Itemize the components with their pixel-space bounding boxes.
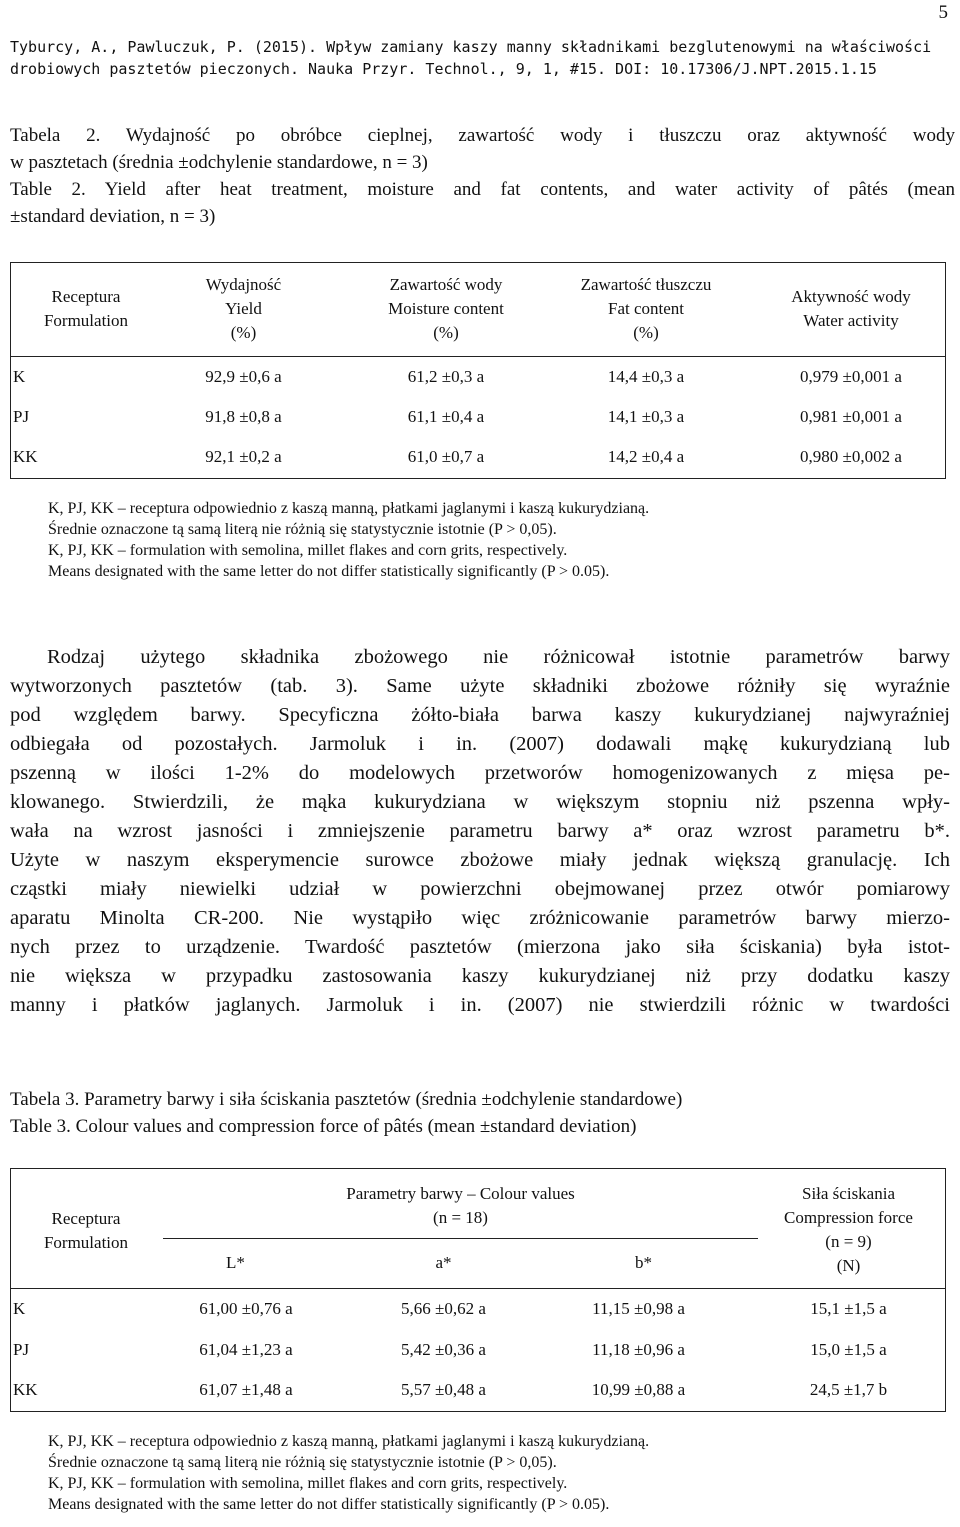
body-line-11: nych przez to urządzenie. Twardość pasztetów (mierzona jako siła ściskania) była istot- — [10, 936, 950, 958]
table3-header-rule — [11, 1288, 945, 1289]
table2 — [10, 262, 946, 479]
table3-row-kk-a: 5,57 ±0,48 a — [401, 1380, 486, 1399]
table3-header-colour: Parametry barwy – Colour values (n = 18) — [346, 1184, 575, 1227]
table2-caption-pl-1: Tabela 2. Wydajność po obróbce cieplnej, zawartość wody i tłuszczu oraz aktywność wody — [10, 125, 955, 146]
table2-row-kk-moisture: 61,0 ±0,7 a — [407, 447, 485, 466]
table3-colour-subrule — [163, 1238, 758, 1239]
table3-notes — [48, 1431, 948, 1515]
table3-row-kk-b: 10,99 ±0,88 a — [591, 1380, 686, 1399]
table2-caption-en-2: ±standard deviation, n = 3) — [10, 206, 216, 227]
table2-row-pj-moisture: 61,1 ±0,4 a — [407, 407, 485, 426]
citation-line-1: Tyburcy, A., Pawluczuk, P. (2015). Wpływ zamiany kaszy manny składnikami bezglutenowymi na właściwości — [10, 38, 932, 56]
table3-row-pj-b: 11,18 ±0,96 a — [592, 1340, 685, 1359]
table2-row-kk-yield: 92,1 ±0,2 a — [205, 447, 282, 466]
table3-caption — [10, 1086, 955, 1140]
table2-header-fat: Zawartość tłuszczu Fat content (%) — [580, 275, 712, 342]
table3-note-4: Means designated with the same letter do not differ statistically significantly (P > 0.05). — [48, 1496, 610, 1513]
table2-row-kk-fat: 14,2 ±0,4 a — [607, 447, 685, 466]
table3-header-force: Siła ściskania Compression force (n = 9) (N) — [784, 1184, 913, 1275]
body-line-6: klowanego. Stwierdzili, że mąka kukurydziana w większym stopniu niż pszenna wpły- — [10, 791, 950, 813]
table3-row-kk-formulation: KK — [13, 1380, 38, 1399]
table2-row-k-yield: 92,9 ±0,6 a — [205, 367, 282, 386]
table3-note-3: K, PJ, KK – formulation with semolina, millet flakes and corn grits, respectively. — [48, 1475, 568, 1492]
table3-row-k-b: 11,15 ±0,98 a — [592, 1299, 685, 1318]
page-number: 5 — [938, 2, 948, 23]
table3-caption-pl: Tabela 3. Parametry barwy i siła ściskania pasztetów (średnia ±odchylenie standardowe) — [10, 1089, 683, 1110]
body-line-3: pod względem barwy. Specyficzna żółto-biała barwa kaszy kukurydzianej najwyraźniej — [10, 704, 950, 726]
body-paragraph — [10, 643, 950, 1020]
body-line-12: nie większa w przypadku zastosowania kaszy kukurydzianej niż przy dodatku kaszy — [10, 965, 950, 987]
table2-caption-en-1: Table 2. Yield after heat treatment, moisture and fat contents, and water activity of pâtés (mean — [10, 179, 955, 200]
table3-row-kk-l: 61,07 ±1,48 a — [199, 1380, 293, 1399]
table3-caption-en: Table 3. Colour values and compression force of pâtés (mean ±standard deviation) — [10, 1116, 637, 1137]
body-line-7: wała na wzrost jasności i zmniejszenie parametru barwy a* oraz wzrost parametru b*. — [10, 820, 950, 842]
table3-header-b: b* — [635, 1253, 652, 1272]
citation-line-2: drobiowych pasztetów pieczonych. Nauka Przyr. Technol., 9, 1, #15. DOI: 10.17306/J.NPT.2015.1.15 — [10, 60, 877, 78]
table2-row-k-formulation: K — [13, 367, 26, 386]
body-line-10: aparatu Minolta CR-200. Nie wystąpiło więc zróżnicowanie parametrów barwy mierzo- — [10, 907, 950, 929]
table2-row-k-fat: 14,4 ±0,3 a — [607, 367, 685, 386]
table3 — [10, 1168, 946, 1412]
table2-row-pj-yield: 91,8 ±0,8 a — [205, 407, 282, 426]
table3-row-k-force: 15,1 ±1,5 a — [810, 1299, 887, 1318]
table3-row-pj-l: 61,04 ±1,23 a — [199, 1340, 293, 1359]
table3-row-pj-a: 5,42 ±0,36 a — [401, 1340, 486, 1359]
table2-note-2: Średnie oznaczone tą samą literą nie różnią się statystycznie istotnie (P > 0,05). — [48, 521, 557, 538]
citation-header — [10, 36, 955, 80]
table2-note-3: K, PJ, KK – formulation with semolina, millet flakes and corn grits, respectively. — [48, 542, 568, 559]
table3-row-k-formulation: K — [13, 1299, 26, 1318]
body-line-13: manny i płatków jaglanych. Jarmoluk i in. (2007) nie stwierdzili różnic w twardości — [10, 994, 950, 1016]
table3-row-pj-formulation: PJ — [13, 1340, 30, 1359]
table3-row-kk-force: 24,5 ±1,7 b — [809, 1380, 888, 1399]
table2-row-kk-formulation: KK — [13, 447, 38, 466]
table3-row-k-l: 61,00 ±0,76 a — [199, 1299, 293, 1318]
table2-header-water-activity: Aktywność wody Water activity — [791, 287, 911, 330]
table3-note-1: K, PJ, KK – receptura odpowiednio z kaszą manną, płatkami jaglanymi i kaszą kukurydzianą. — [48, 1433, 650, 1450]
body-line-8: Użyte w naszym eksperymencie surowce zbożowe miały jednak większą granulację. Ich — [10, 849, 950, 871]
table3-header-l: L* — [226, 1253, 245, 1272]
table3-header-a: a* — [435, 1253, 452, 1272]
table2-row-k-moisture: 61,2 ±0,3 a — [407, 367, 485, 386]
table2-note-1: K, PJ, KK – receptura odpowiednio z kaszą manną, płatkami jaglanymi i kaszą kukurydzianą. — [48, 500, 650, 517]
table2-header-moisture: Zawartość wody Moisture content (%) — [388, 275, 504, 342]
table2-row-pj-fat: 14,1 ±0,3 a — [607, 407, 685, 426]
table2-row-k-water-activity: 0,979 ±0,001 a — [800, 367, 902, 386]
table2-header-formulation: Receptura Formulation — [43, 287, 129, 330]
table2-header-rule — [11, 356, 945, 357]
table2-row-kk-water-activity: 0,980 ±0,002 a — [800, 447, 902, 466]
body-line-2: wytworzonych pasztetów (tab. 3). Same użyte składniki zbożowe różniły się wyraźnie — [10, 675, 950, 697]
table2-header-yield: Wydajność Yield (%) — [205, 275, 282, 342]
table3-header-formulation: Receptura Formulation — [43, 1209, 129, 1252]
table2-notes — [48, 498, 948, 582]
table2-row-pj-water-activity: 0,981 ±0,001 a — [800, 407, 902, 426]
table2-caption-pl-2: w pasztetach (średnia ±odchylenie standardowe, n = 3) — [10, 152, 428, 173]
table2-note-4: Means designated with the same letter do not differ statistically significantly (P > 0.05). — [48, 563, 610, 580]
table3-note-2: Średnie oznaczone tą samą literą nie różnią się statystycznie istotnie (P > 0,05). — [48, 1454, 557, 1471]
table3-row-k-a: 5,66 ±0,62 a — [401, 1299, 486, 1318]
table2-caption — [10, 122, 955, 230]
table3-row-pj-force: 15,0 ±1,5 a — [810, 1340, 887, 1359]
table2-row-pj-formulation: PJ — [13, 407, 30, 426]
body-line-9: cząstki miały niewielki udział w powierzchni obejmowanej przez otwór pomiarowy — [10, 878, 950, 900]
body-line-4: odbiegała od pozostałych. Jarmoluk i in. (2007) dodawali mąkę kukurydzianą lub — [10, 733, 950, 755]
body-line-5: pszenną w ilości 1-2% do modelowych przetworów homogenizowanych z mięsa pe- — [10, 762, 950, 784]
body-line-1: Rodzaj użytego składnika zbożowego nie różnicował istotnie parametrów barwy — [47, 646, 950, 668]
